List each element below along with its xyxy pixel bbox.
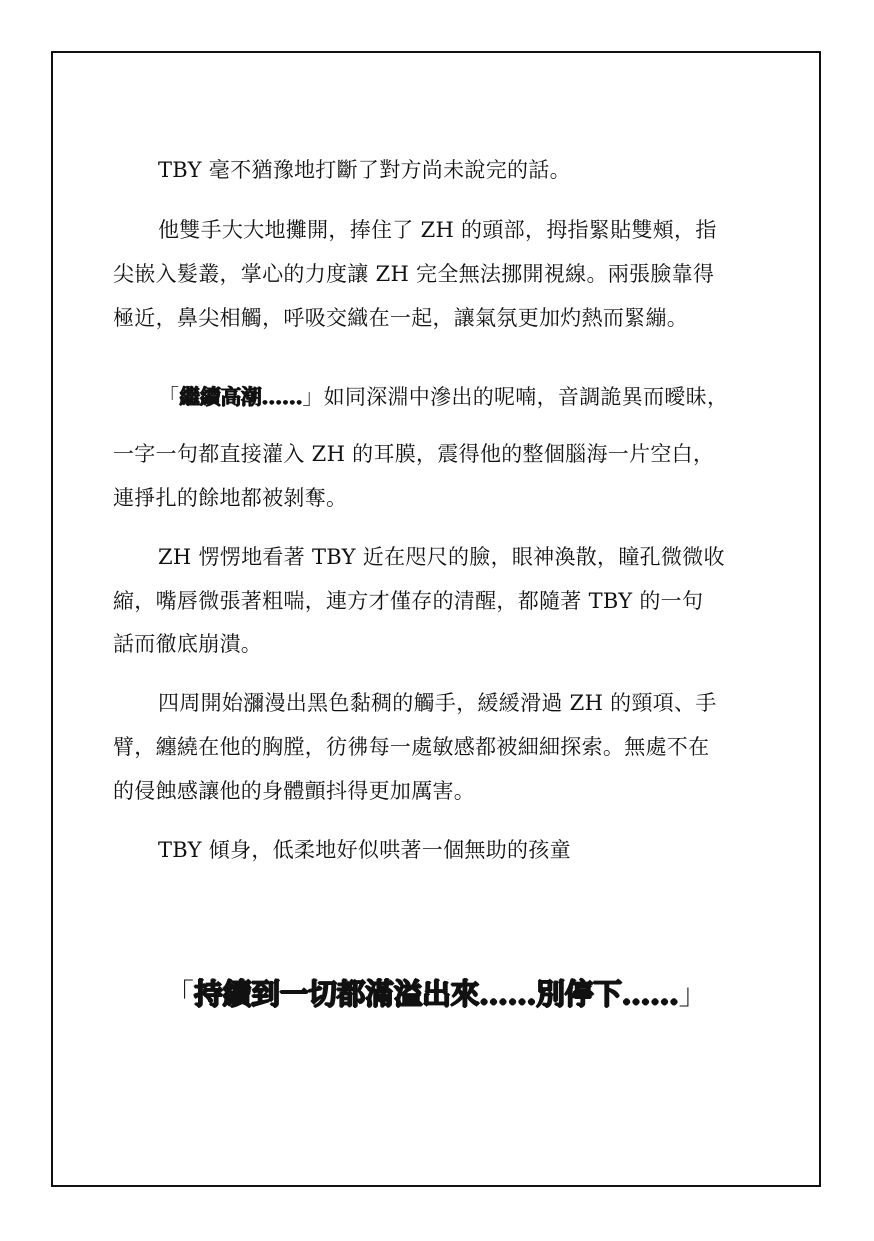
paragraph-5-line-2: 臂，纏繞在他的胸膛，彷彿每一處敏感都被細細探索。無處不在: [113, 735, 710, 759]
quote-open-bracket: 「: [158, 385, 180, 409]
final-quote-text: 持續到一切都滿溢出來……別停下……: [194, 977, 679, 1011]
paragraph-4-line-1: ZH 愣愣地看著 TBY 近在咫尺的臉，眼神渙散，瞳孔微微收: [158, 545, 725, 569]
paragraph-5-line-3: 的侵蝕感讓他的身體顫抖得更加厲害。: [113, 779, 476, 803]
paragraph-5-line-1: 四周開始瀰漫出黑色黏稠的觸手，緩緩滑過 ZH 的頸項、手: [158, 691, 717, 715]
final-quote-open-bracket: 「: [165, 977, 195, 1011]
paragraph-3-line-1: [158, 383, 728, 411]
paragraph-2-line-3: 極近，鼻尖相觸，呼吸交織在一起，讓氣氛更加灼熱而緊繃。: [113, 306, 689, 330]
paragraph-4-line-2: 縮，嘴唇微張著粗喘，連方才僅存的清醒，都隨著 TBY 的一句: [113, 589, 704, 613]
paragraph-6-line-1: TBY 傾身，低柔地好似哄著一個無助的孩童: [158, 838, 571, 862]
final-quote-close-bracket: 」: [678, 977, 708, 1011]
paragraph-3-line-2: 一字一句都直接灌入 ZH 的耳膜，震得他的整個腦海一片空白，: [113, 442, 715, 466]
final-quote: [165, 975, 708, 1013]
paragraph-1-line-1: TBY 毫不猶豫地打斷了對方尚未說完的話。: [158, 158, 571, 182]
paragraph-2-line-1: 他雙手大大地攤開，捧住了 ZH 的頭部，拇指緊貼雙頰，指: [158, 218, 717, 242]
paragraph-3-line-3: 連掙扎的餘地都被剝奪。: [113, 486, 348, 510]
paragraph-3-line-1-rest: 」如同深淵中滲出的呢喃，音調詭異而曖昧，: [302, 385, 729, 409]
paragraph-2-line-2: 尖嵌入髮叢，掌心的力度讓 ZH 完全無法挪開視線。兩張臉靠得: [113, 262, 715, 286]
emphasized-quote: 繼續高潮……: [179, 384, 303, 409]
paragraph-4-line-3: 話而徹底崩潰。: [113, 632, 263, 656]
